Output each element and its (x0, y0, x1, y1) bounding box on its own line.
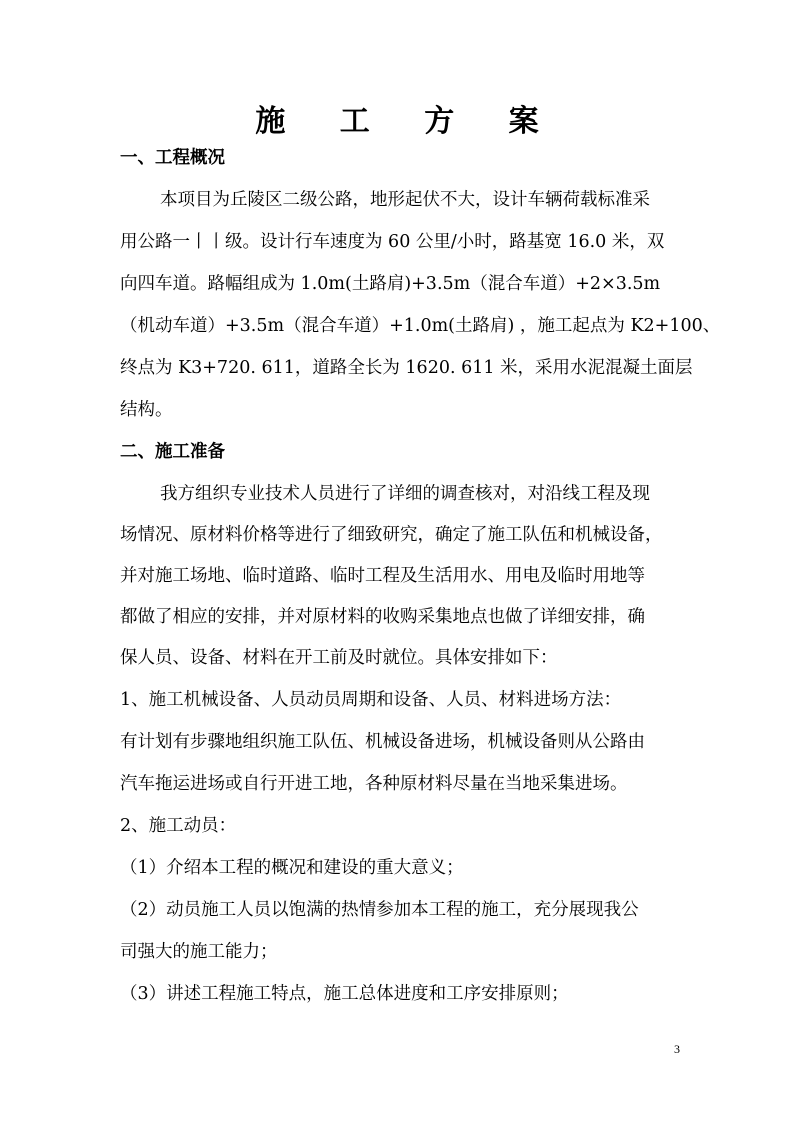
list-item-heading: 1、施工机械设备、人员动员周期和设备、人员、材料进场方法： (120, 690, 622, 710)
paragraph-line: 都做了相应的安排，并对原材料的收购采集地点也做了详细安排，确 (120, 607, 645, 627)
page-number: 3 (674, 1042, 680, 1056)
paragraph-line: 本项目为丘陵区二级公路，地形起伏不大，设计车辆荷载标准采 (160, 190, 650, 210)
paragraph-line: 保人员、设备、材料在开工前及时就位。具体安排如下： (120, 648, 558, 668)
paragraph-line: 并对施工场地、临时道路、临时工程及生活用水、用电及临时用地等 (120, 566, 645, 586)
document-title: 施 工 方 案 (255, 104, 561, 139)
paragraph-line: 汽车拖运进场或自行开进工地，各种原材料尽量在当地采集进场。 (120, 774, 628, 794)
list-item: （1）介绍本工程的概况和建设的重大意义； (120, 858, 464, 878)
list-item: （3）讲述工程施工特点，施工总体进度和工序安排原则； (120, 984, 569, 1004)
paragraph-line: 场情况、原材料价格等进行了细致研究，确定了施工队伍和机械设备， (120, 525, 663, 545)
paragraph-line: 用公路一丨丨级。设计行车速度为 60 公里/小时，路基宽 16.0 米，双 (120, 232, 665, 252)
paragraph-line: （机动车道）+3.5m（混合车道）+1.0m(土路肩) ，施工起点为 K2+100、 (120, 316, 721, 336)
paragraph-line: 终点为 K3+720. 611，道路全长为 1620. 611 米，采用水泥混凝土面层 (120, 358, 693, 378)
list-item: （2）动员施工人员以饱满的热情参加本工程的施工，充分展现我公 (120, 900, 639, 920)
paragraph-line: 司强大的施工能力； (120, 942, 278, 962)
list-item-heading: 2、施工动员： (120, 816, 237, 836)
paragraph-line: 我方组织专业技术人员进行了详细的调查核对，对沿线工程及现 (160, 484, 650, 504)
paragraph-line: 有计划有步骤地组织施工队伍、机械设备进场，机械设备则从公路由 (120, 732, 645, 752)
paragraph-line: 向四车道。路幅组成为 1.0m(土路肩)+3.5m（混合车道）+2×3.5m (120, 274, 661, 294)
paragraph-line: 结构。 (120, 400, 173, 420)
section-heading-1: 一、工程概况 (120, 148, 225, 168)
section-heading-2: 二、施工准备 (120, 442, 225, 462)
